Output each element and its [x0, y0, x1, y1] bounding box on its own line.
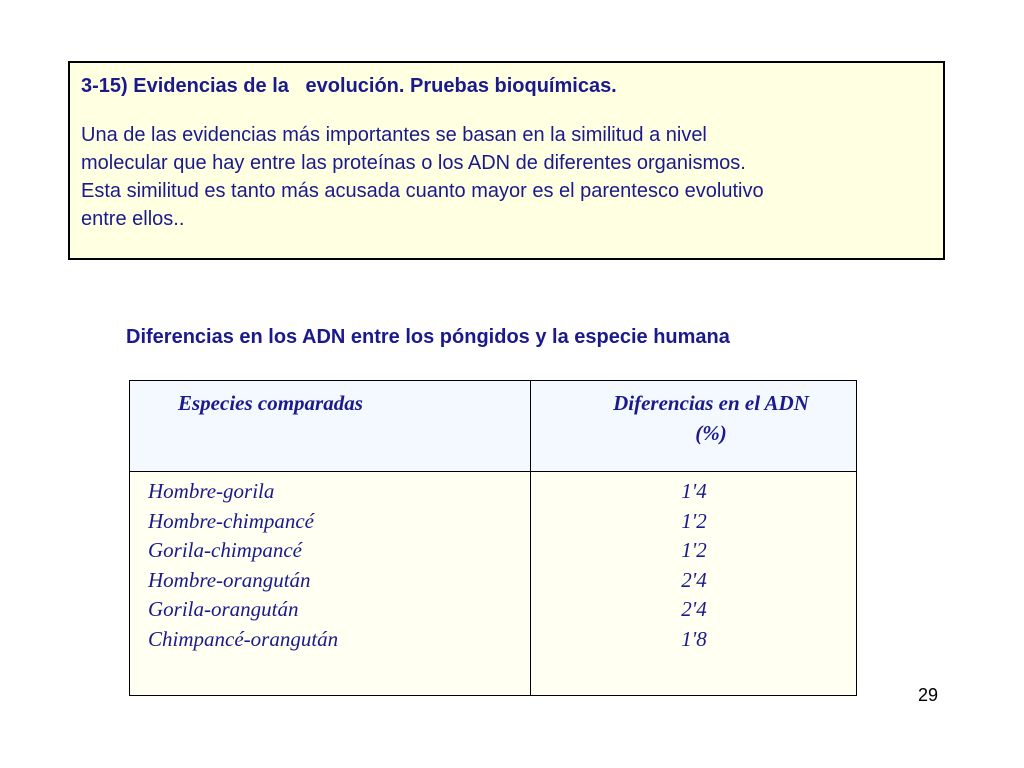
difference-cell: 2'4 — [681, 567, 707, 592]
table-row — [130, 477, 856, 507]
intro-line: entre ellos.. — [81, 208, 185, 230]
table-row — [130, 625, 856, 655]
table-row — [130, 507, 856, 537]
species-cell: Hombre-chimpancé — [148, 508, 315, 533]
dna-differences-table — [129, 380, 857, 696]
species-cell: Hombre-orangután — [148, 567, 311, 592]
difference-cell: 1'2 — [681, 508, 707, 533]
species-cell: Gorila-orangután — [148, 597, 299, 621]
column-header-difference-line2: (%) — [695, 421, 727, 445]
page-number: 29 — [918, 685, 939, 705]
table-rows — [130, 477, 856, 654]
difference-cell: 1'4 — [681, 479, 707, 503]
column-header-difference — [531, 388, 891, 448]
table-heading: Diferencias en los ADN entre los póngidos y la especie humana — [126, 326, 730, 348]
table-row — [130, 536, 856, 566]
intro-line: Una de las evidencias más importantes se basan en la similitud a nivel — [81, 124, 707, 146]
species-cell: Hombre-gorila — [148, 479, 275, 503]
difference-cell: 2'4 — [681, 597, 707, 621]
difference-cell: 1'2 — [681, 538, 707, 562]
column-header-difference-line1: Diferencias en el ADN — [613, 391, 809, 415]
intro-line: Esta similitud es tanto más acusada cuanto mayor es el parentesco evolutivo — [81, 180, 764, 202]
species-cell: Gorila-chimpancé — [148, 538, 302, 562]
difference-cell: 1'8 — [681, 626, 707, 651]
table-row — [130, 566, 856, 596]
table-row — [130, 595, 856, 625]
slide-title: 3-15) Evidencias de la evolución. Pruebas bioquímicas. — [81, 75, 617, 97]
intro-paragraph — [81, 121, 933, 233]
intro-line: molecular que hay entre las proteínas o los ADN de diferentes organismos. — [81, 152, 746, 174]
intro-box — [68, 61, 945, 260]
species-cell: Chimpancé-orangután — [148, 626, 339, 651]
column-header-species: Especies comparadas — [178, 391, 363, 415]
